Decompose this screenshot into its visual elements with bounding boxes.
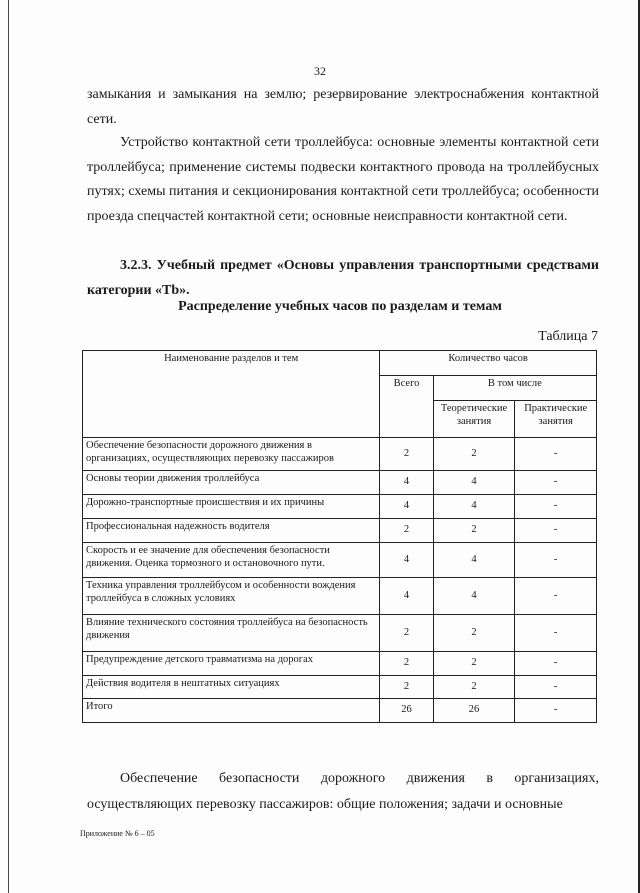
row-total: 4 [380, 578, 433, 615]
row-practice: - [515, 543, 597, 578]
row-total: 4 [380, 471, 433, 495]
hours-table [82, 350, 597, 723]
table-row [83, 615, 597, 652]
row-theory: 4 [433, 495, 515, 519]
header-theory: Теоретические занятия [433, 401, 515, 438]
row-practice: - [515, 699, 597, 723]
row-practice: - [515, 471, 597, 495]
table-row [83, 438, 597, 471]
row-name: Техника управления троллейбусом и особенности вождения троллейбуса в сложных условиях [83, 578, 380, 615]
row-theory: 2 [433, 652, 515, 676]
table-row [83, 495, 597, 519]
header-practice: Практические занятия [515, 401, 597, 438]
row-practice: - [515, 438, 597, 471]
scan-border-left [8, 0, 9, 893]
row-practice: - [515, 578, 597, 615]
row-total: 4 [380, 495, 433, 519]
table-row [83, 471, 597, 495]
row-name: Основы теории движения троллейбуса [83, 471, 380, 495]
row-name: Скорость и ее значение для обеспечения безопасности движения. Оценка тормозного и остановочного пути. [83, 543, 380, 578]
table-row [83, 578, 597, 615]
header-name: Наименование разделов и тем [83, 351, 380, 438]
paragraph-safety: Обеспечение безопасности дорожного движения в организациях, осуществляющих перевозку пассажиров: общие положения; задачи и основные [87, 771, 599, 812]
row-theory: 4 [433, 578, 515, 615]
table-header-row [83, 351, 597, 376]
section-heading: 3.2.3. Учебный предмет «Основы управления транспортными средствами категории «Tb». [87, 258, 599, 298]
row-total: 2 [380, 676, 433, 699]
row-total: 4 [380, 543, 433, 578]
row-total: 2 [380, 652, 433, 676]
table-label: Таблица 7 [538, 329, 598, 344]
row-practice: - [515, 519, 597, 543]
row-total: 26 [380, 699, 433, 723]
row-total: 2 [380, 519, 433, 543]
row-theory: 4 [433, 471, 515, 495]
row-name: Дорожно-транспортные происшествия и их причины [83, 495, 380, 519]
row-name: Влияние технического состояния троллейбуса на безопасность движения [83, 615, 380, 652]
paragraph-contact-network: Устройство контактной сети троллейбуса: основные элементы контактной сети троллейбуса; применение системы подвески контактного провода на троллейбусных путях; схемы питания и секционирования контактной сети троллейбуса; особенности проезда спецчастей контактной сети; основные неисправности контактной сети. [87, 135, 599, 224]
row-name: Итого [83, 699, 380, 723]
row-name: Предупреждение детского травматизма на дорогах [83, 652, 380, 676]
row-name: Действия водителя в нештатных ситуациях [83, 676, 380, 699]
table-row [83, 519, 597, 543]
row-theory: 26 [433, 699, 515, 723]
row-name: Профессиональная надежность водителя [83, 519, 380, 543]
row-practice: - [515, 495, 597, 519]
row-theory: 4 [433, 543, 515, 578]
row-theory: 2 [433, 519, 515, 543]
row-name: Обеспечение безопасности дорожного движения в организациях, осуществляющих перевозку пассажиров [83, 438, 380, 471]
footer-note: Приложение № 6 – 05 [80, 829, 155, 838]
table-row [83, 652, 597, 676]
header-including: В том числе [433, 376, 596, 401]
row-total: 2 [380, 438, 433, 471]
table-title: Распределение учебных часов по разделам и темам [178, 299, 502, 314]
paragraph-continuation: замыкания и замыкания на землю; резервирование электроснабжения контактной сети. [87, 87, 599, 127]
row-practice: - [515, 676, 597, 699]
row-total: 2 [380, 615, 433, 652]
row-theory: 2 [433, 438, 515, 471]
header-total: Всего [380, 376, 433, 438]
header-hours: Количество часов [380, 351, 597, 376]
row-theory: 2 [433, 676, 515, 699]
table-row [83, 543, 597, 578]
row-practice: - [515, 615, 597, 652]
table-row-total [83, 699, 597, 723]
page-number: 32 [314, 64, 326, 78]
table-row [83, 676, 597, 699]
row-theory: 2 [433, 615, 515, 652]
row-practice: - [515, 652, 597, 676]
